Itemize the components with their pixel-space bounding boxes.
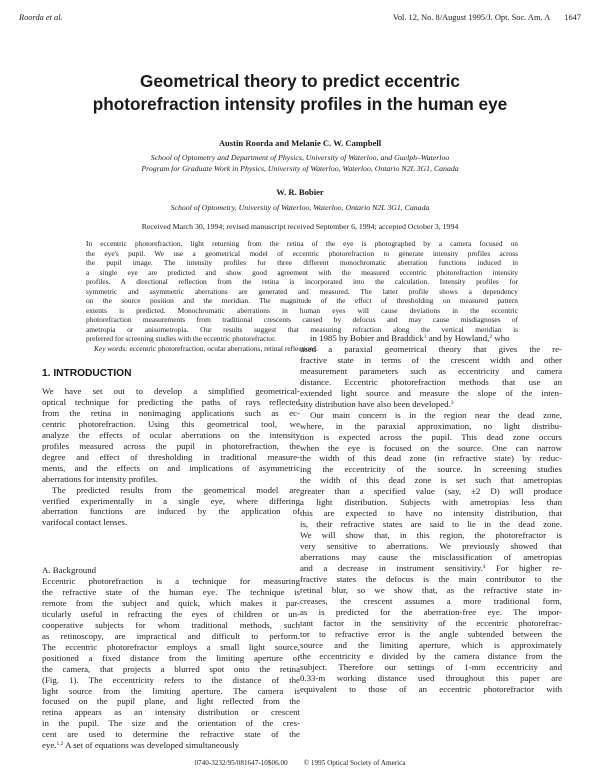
abstract-line: the eye's pupil. We use a geometrical model of eccentric photorefraction to generate intensity profiles across (86, 248, 518, 258)
keywords-label: Key words: (94, 344, 128, 354)
paper-title (40, 70, 560, 116)
text-line: light source from the limiting aperture. The camera is (42, 685, 300, 696)
text-line: very sensitive to aberrations. We previously showed that (300, 541, 562, 552)
abstract-line: ametropia or anisometropia. Our results suggest that measuring refraction along the vertical meridian is (86, 324, 518, 334)
text-line: optical technique for predicting the paths of rays reflected (42, 396, 300, 407)
text-fragment: For higher re- (485, 563, 562, 574)
text-line: varifocal contact lenses. (42, 517, 128, 528)
text-line: the width of this dead zone (in refractive state) by reduc- (300, 453, 562, 464)
abstract-line: preferred for screening studies with the eccentric photorefractor. (86, 334, 277, 344)
affiliation-1-line-2: Program for Graduate Work in Physics, University of Waterloo, Waterloo, Ontario N2L 3G1, Canada (141, 163, 459, 173)
text-line: cent are used to determine the refractive state of the (42, 729, 300, 740)
abstract-line: on the source position and the meridian. The magnitude of the effect of thresholding on measured pattern (86, 296, 518, 306)
text-line: the eccentricity e divided by the camera distance from the (300, 650, 562, 661)
abstract-line: photorefraction measurements from traditional crescents caused by defocus and may cause misdiagnoses of (86, 315, 518, 325)
text-line (300, 399, 562, 410)
text-line: ments, and the effects on and implications of asymmetric (42, 462, 300, 473)
text-line: when the eye is focused on the source. One can narrow (300, 442, 562, 453)
text-line: fractive states the defocus is the main contributor to the (300, 573, 562, 584)
header-author: Roorda et al. (19, 13, 63, 22)
abstract-line: a single eye are predicted and show good agreement with the measured eccentric photorefraction intensity (86, 267, 518, 277)
citation-superscript: 1 (423, 334, 427, 340)
text-line: distance. Eccentric photorefraction methods that use an (300, 376, 562, 387)
author-2: W. R. Bobier (276, 187, 324, 197)
text-line: 0.33-m working distance used throughout this paper are (300, 672, 562, 683)
text-line: as is predicted for the aberration-free eye. The impor- (300, 606, 562, 617)
text-line: ing the eccentricity of the source. In screening studies (300, 464, 562, 475)
abstract-line: extents is predicted. Monochromatic aberrations in human eyes will cause deviations in the eccentric (86, 305, 518, 315)
text-line: retinal blur, so we show that, as the refractive state in- (300, 584, 562, 595)
text-line: aberrations for intensity profiles. (42, 473, 158, 484)
text-line: aberration functions are induced by the application of (42, 506, 300, 517)
text-line: fractive state in terms of the crescent width and other (300, 354, 562, 365)
text-line: in the pupil. The size and the orientation of the cres- (42, 718, 300, 729)
text-line: remote from the subject and quick, which makes it par- (42, 597, 300, 608)
citation-superscript: 1,2 (56, 741, 64, 748)
text-line: the width of this dead zone is set such that ametropias (300, 475, 562, 486)
text-line: ticularly useful in refracting the eyes of children or un- (42, 608, 300, 619)
text-line: from the retina in nonimaging applications such as ec- (42, 407, 300, 418)
abstract-line: profiles. A directional reflection from the retina is incorporated into the calculation. Intensity profiles for (86, 277, 518, 287)
authors: Austin Roorda and Melanie C. W. Campbell (218, 138, 382, 148)
background-paragraph (42, 576, 300, 751)
intro-paragraphs (42, 386, 300, 528)
abstract-line: In eccentric photorefraction, light returning from the retina of the eye is photographed by a camera focused on (86, 239, 518, 248)
affiliation-1-line-1: School of Optometry and Department of Physics, University of Waterloo, and Guelph–Waterloo (150, 153, 450, 162)
text-line: as retinoscopy, are impractical and difficult to perform. (42, 630, 300, 641)
header-page-number: 1647 (564, 13, 581, 22)
text-line: this are expected to have no intensity distribution, that (300, 508, 562, 519)
text-line: where, in the paraxial approximation, no light distribu- (300, 420, 562, 431)
text-line: Our main concern is in the region near the dead zone, (310, 409, 562, 420)
footer-copyright: © 1995 Optical Society of America (303, 759, 406, 767)
text-fragment: who (492, 333, 510, 343)
right-column (300, 333, 562, 694)
text-line: focused on the pupil plane, and light reflected from the (42, 696, 300, 707)
abstract-line: the pupil image. The intensity profiles for three different monochromatic aberration functions induced in (86, 258, 518, 268)
text-fragment: sity distribution have also been developed. (300, 398, 451, 409)
text-line: is, their refractive states are said to lie in the dead zone. (300, 519, 562, 530)
text-line: source and the limiting aperture, which is approximately (300, 639, 562, 650)
text-line: tant factor in the sensitivity of the eccentric photorefrac- (300, 617, 562, 628)
text-line: profiles measured across the pupil in photorefraction, the (42, 440, 300, 451)
citation-superscript: 3 (450, 399, 454, 406)
text-line: used a paraxial geometrical theory that gives the re- (300, 343, 562, 354)
title-line-1: Geometrical theory to predict eccentric (140, 71, 460, 91)
running-header-authors (19, 13, 63, 23)
text-line: subject. Therefore our settings of 1-mm eccentricity and (300, 661, 562, 672)
text-line: aberrations may cause the misclassification of ametropias (300, 552, 562, 563)
text-line: measurement parameters such as eccentricity and camera (300, 365, 562, 376)
text-line: greater than a specified value (say, ±2 D) will produce (300, 486, 562, 497)
affiliation-2: School of Optometry, University of Waterloo, Waterloo, Ontario N2L 3G1, Canada (170, 203, 430, 212)
text-line: (Fig. 1). The eccentricity refers to the distance of the (42, 674, 300, 685)
text-line: The predicted results from the geometrical model are (52, 484, 300, 495)
affiliation-1 (0, 153, 600, 174)
text-line: cooperative subjects for whom traditional methods, such (42, 619, 300, 630)
text-line: analyze the effects of ocular aberrations on the intensity (42, 429, 300, 440)
text-line: positioned a fixed distance from the limiting aperture of (42, 652, 300, 663)
text-line: retina appears as an intensity distribution or crescent (42, 707, 300, 718)
subsection-heading-background: A. Background (42, 565, 97, 575)
text-fragment: and a decrease in instrument sensitivity. (300, 563, 483, 574)
text-line: We will show that, in this region, the photorefractor is (300, 530, 562, 541)
citation-superscript: 4 (482, 564, 486, 571)
text-fragment: and by Howland, (426, 333, 490, 343)
text-line: the camera, that projects a blurred spot onto the retina (42, 663, 300, 674)
text-line (42, 740, 300, 751)
section-heading-introduction: 1. INTRODUCTION (42, 368, 132, 379)
page-footer (0, 759, 600, 768)
text-line (300, 333, 562, 344)
title-line-2: photorefraction intensity profiles in the human eye (92, 94, 508, 114)
text-line: creases, the crescent assumes a more traditional form, (300, 595, 562, 606)
text-fragment: A set of equations was developed simultaneously (65, 740, 239, 751)
text-line: degree and effect of thresholding in traditional measure- (42, 451, 300, 462)
text-line: a light distribution. Subjects with ametropias less than (300, 497, 562, 508)
citation-superscript: 2 (489, 334, 493, 340)
text-line: We have set out to develop a simplified geometrical- (42, 386, 300, 396)
header-journal: Vol. 12, No. 8/August 1995/J. Opt. Soc. Am. A (392, 13, 551, 22)
text-line: The eccentric photorefractor employs a small light source, (42, 641, 300, 652)
text-line: Eccentric photorefraction is a technique for measuring (42, 576, 300, 586)
text-line: tor to refractive error is the angle subtended between the (300, 628, 562, 639)
text-fragment: eye. (42, 740, 57, 751)
text-line: equivalent to those of an eccentric photorefractor with (300, 683, 562, 694)
text-line: the refractive state of the human eye. The technique is (42, 586, 300, 597)
running-header-journal (393, 13, 581, 23)
text-fragment: in 1985 by Bobier and Braddick (310, 333, 424, 343)
text-line: tion is expected across the pupil. This dead zone occurs (300, 431, 562, 442)
abstract-line: symmetric and asymmetric aberrations are generated and measured. The latter profile shows a dependency (86, 286, 518, 296)
text-line: centric photorefraction. Using this geometrical tool, we (42, 418, 300, 429)
footer-code: 0740-3232/95/081647-10$06.00 (194, 759, 288, 767)
received-dates: Received March 30, 1994; revised manuscript received September 6, 1994; accepted October 3, 1994 (141, 222, 459, 231)
text-line: extended light source and measure the slope of the inten- (300, 387, 562, 398)
text-line: verified experimentally in a single eye, where differing (42, 495, 300, 506)
keywords-text: eccentric photorefraction, ocular aberrations, retinal reflections. (129, 344, 318, 354)
text-line (300, 563, 562, 574)
